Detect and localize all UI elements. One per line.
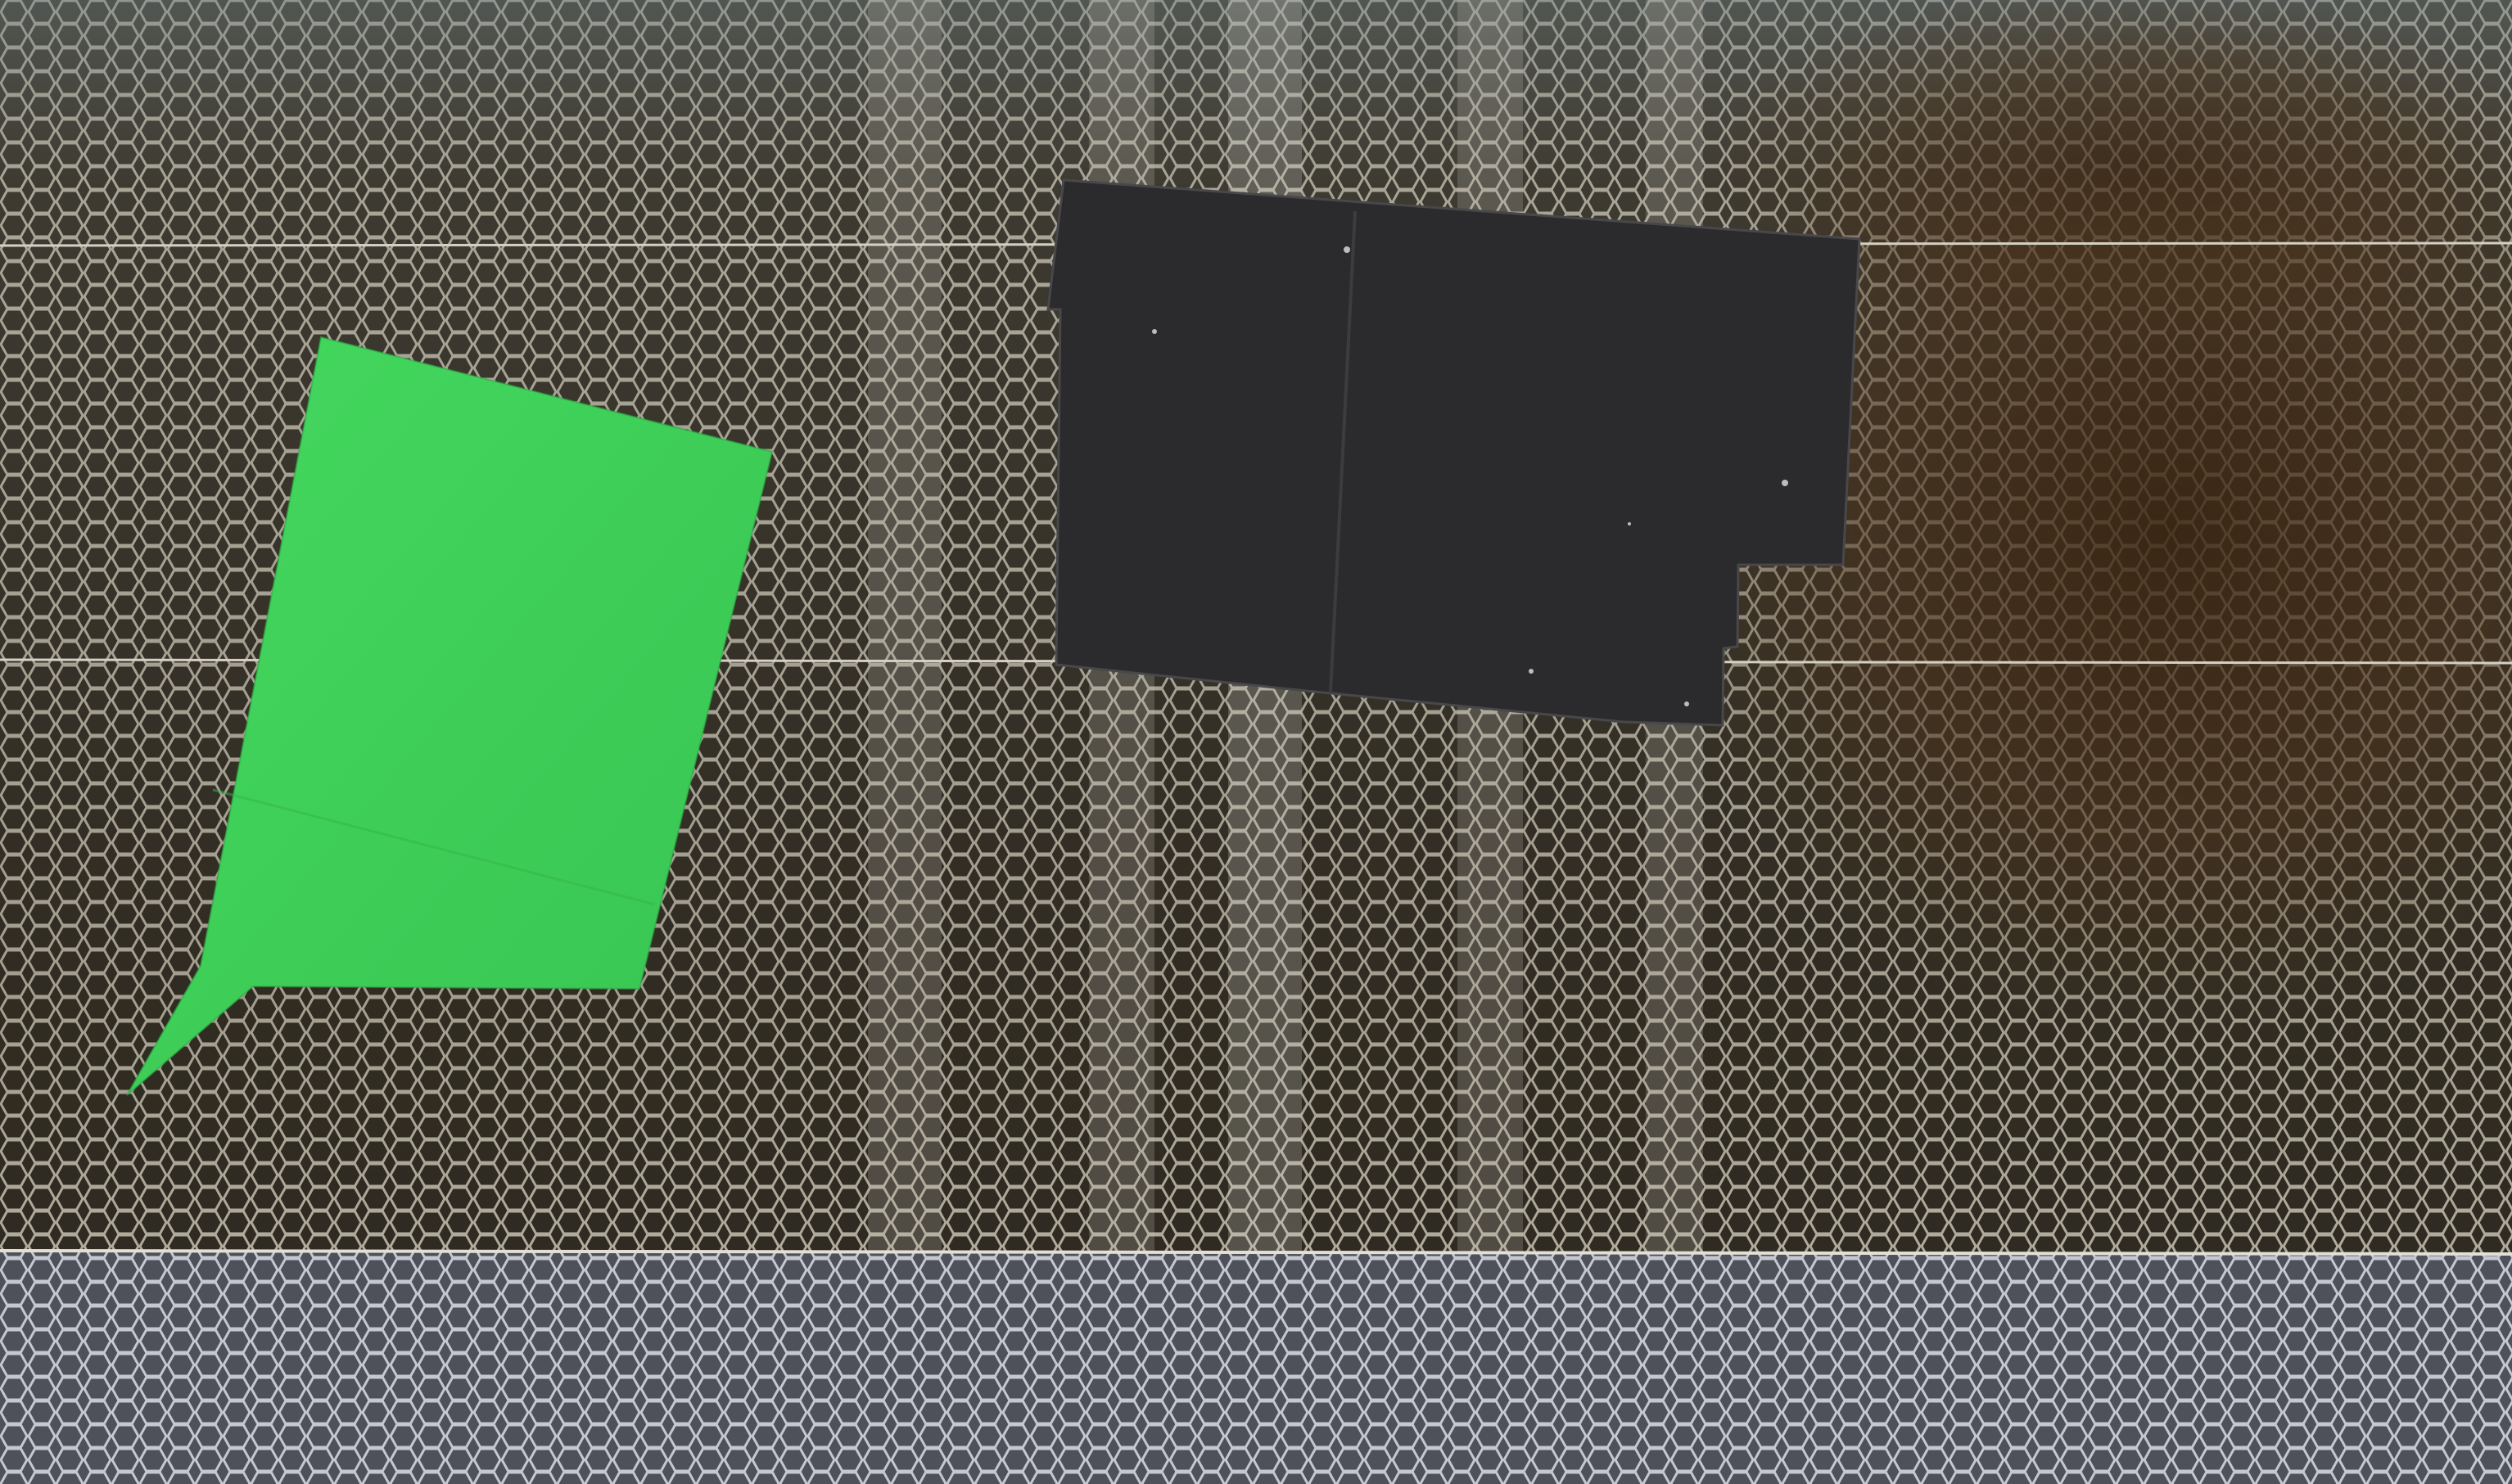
- black-paper-cutout: [1048, 180, 1859, 725]
- bed-front-shading: [0, 1252, 2512, 1484]
